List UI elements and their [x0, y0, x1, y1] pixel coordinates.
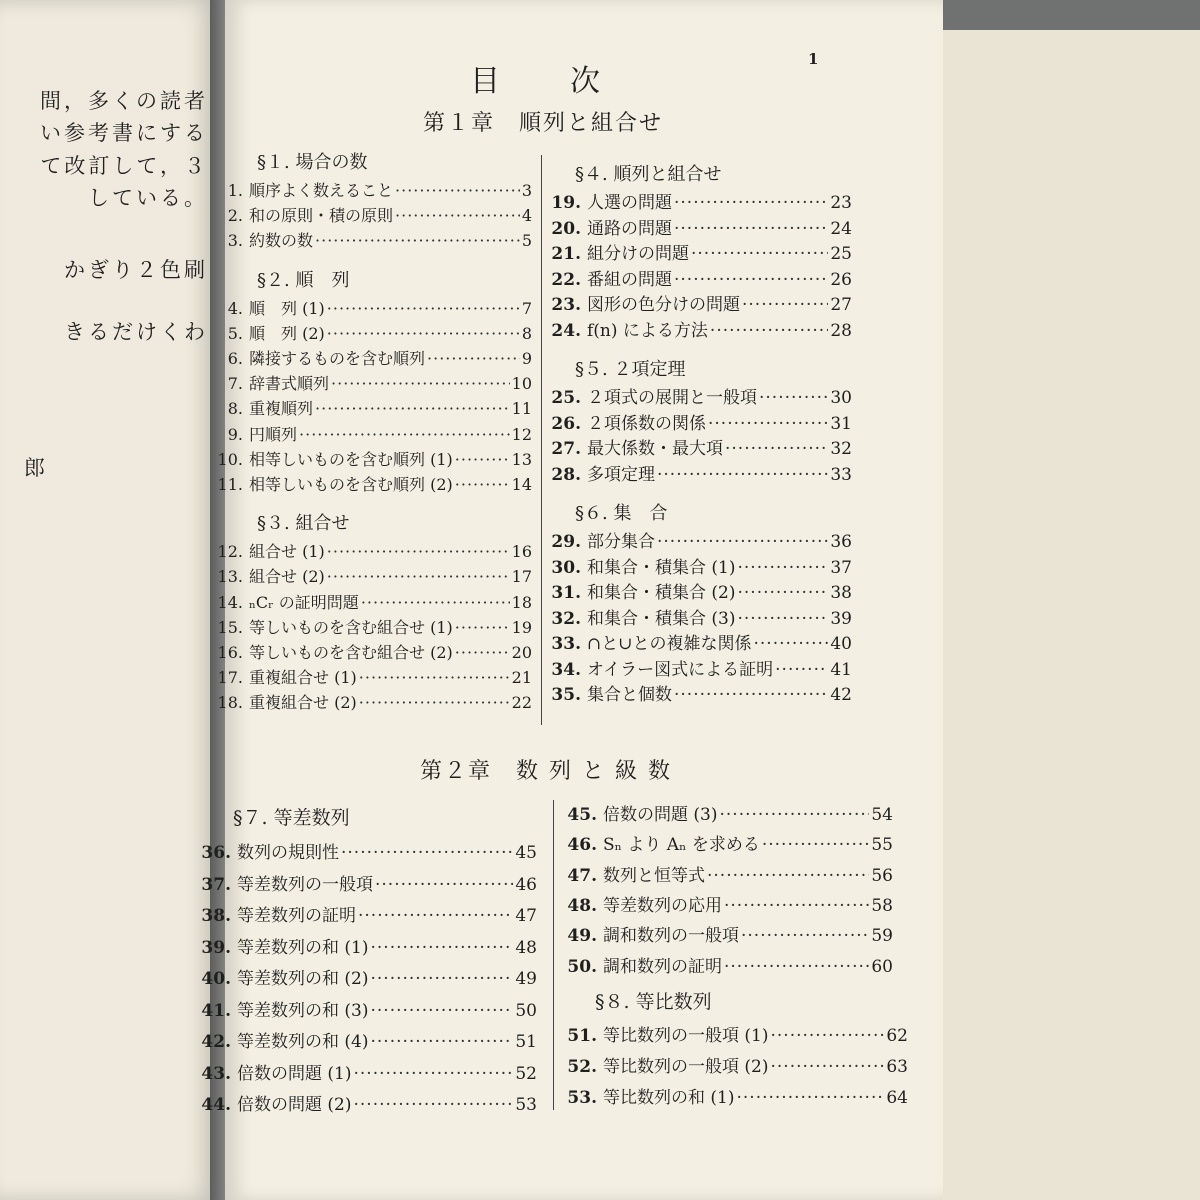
entry-number: 13. [217, 567, 243, 587]
leader-dots [741, 926, 869, 946]
leader-dots [327, 567, 510, 586]
leader-dots [657, 532, 828, 552]
leader-dots [674, 193, 828, 213]
entry-number: 36. [201, 843, 231, 863]
toc-entry[interactable] [563, 921, 893, 946]
toc-entry[interactable] [197, 870, 537, 895]
entry-number: 31. [551, 583, 581, 603]
entry-page: 53 [515, 1095, 537, 1115]
entry-page: 10 [511, 374, 532, 394]
column-divider [553, 800, 554, 1110]
entry-title: 和の原則・積の原則 [249, 206, 394, 226]
entry-number: 24. [551, 320, 581, 341]
toc-entry[interactable] [547, 409, 852, 434]
leader-dots [742, 295, 828, 315]
entry-page: 38 [830, 583, 852, 603]
entry-page: 48 [515, 937, 537, 958]
leader-dots [331, 374, 510, 393]
entry-title: 倍数の問題 (3) [603, 805, 718, 825]
toc-entry[interactable] [547, 239, 852, 264]
entry-title: 重複組合せ (1) [249, 668, 357, 688]
leader-dots [315, 399, 510, 418]
entry-title: f(n) による方法 [587, 320, 708, 341]
entry-page: 36 [830, 532, 852, 552]
entry-title: 図形の色分けの問題 [587, 295, 740, 315]
entry-page: 7 [521, 298, 532, 318]
toc-entry[interactable] [547, 604, 852, 629]
leader-dots [299, 425, 510, 444]
entry-number: 40. [201, 969, 231, 989]
leader-dots [358, 906, 513, 926]
toc-entry[interactable] [217, 665, 532, 688]
entry-page: 20 [511, 643, 532, 662]
leader-dots [719, 805, 869, 825]
leader-dots [737, 558, 828, 578]
entry-page: 12 [511, 424, 532, 444]
entry-title: 円順列 [249, 424, 298, 444]
entry-page: 11 [511, 399, 532, 419]
entry-number: 43. [201, 1063, 231, 1084]
leader-dots [674, 685, 828, 705]
back-page [940, 30, 1200, 1200]
toc-entry[interactable] [217, 640, 532, 663]
entry-title: オイラー図式による証明 [587, 659, 774, 680]
entry-number: 1. [227, 181, 243, 200]
leader-dots [327, 542, 510, 561]
entry-title: 倍数の問題 (1) [237, 1063, 352, 1084]
leader-dots [370, 938, 513, 958]
toc-entry[interactable] [563, 1021, 908, 1046]
leader-dots [455, 475, 510, 494]
leader-dots [770, 1026, 884, 1046]
entry-number: 33. [551, 634, 581, 654]
chapter-title: 第１章 順列と組合せ [423, 111, 664, 136]
toc-entry[interactable] [197, 996, 537, 1021]
entry-title: 隣接するものを含む順列 [249, 349, 426, 368]
leader-dots [710, 321, 828, 341]
entry-number: 44. [201, 1095, 231, 1115]
leader-dots [327, 324, 520, 343]
entry-number: 37. [201, 874, 231, 895]
entry-title: ∩と∪との複雑な関係 [587, 634, 752, 654]
entry-number: 17. [217, 668, 243, 688]
entry-page: 39 [830, 608, 852, 629]
entry-page: 45 [515, 843, 537, 863]
leader-dots [674, 270, 828, 290]
entry-title: 相等しいものを含む順列 (1) [249, 449, 453, 469]
leader-dots [315, 231, 520, 250]
leader-dots [775, 660, 828, 680]
leader-dots [691, 244, 828, 264]
entry-title: 組合せ (2) [249, 567, 325, 587]
entry-number: 10. [217, 449, 243, 469]
entry-number: 2. [227, 206, 243, 226]
entry-title: 通路の問題 [587, 218, 672, 239]
entry-page: 26 [830, 269, 852, 290]
leader-dots [395, 181, 520, 200]
entry-page: 28 [830, 320, 852, 341]
entry-title: 多項定理 [587, 464, 655, 485]
leader-dots [395, 206, 520, 225]
entry-page: 42 [830, 685, 852, 705]
entry-number: 14. [217, 592, 243, 612]
toc-entry[interactable] [563, 861, 893, 886]
toc-entry[interactable] [547, 214, 852, 239]
entry-page: 59 [871, 926, 893, 947]
entry-title: 和集合・積集合 (3) [587, 608, 736, 629]
entry-number: 28. [551, 464, 581, 485]
toc-entry[interactable] [547, 527, 852, 552]
entry-number: 21. [551, 244, 581, 264]
left-page-line: かぎり２色刷 [64, 258, 208, 282]
toc-entry[interactable] [547, 460, 852, 485]
entry-page: 40 [830, 634, 852, 654]
entry-page: 16 [511, 542, 532, 562]
leader-dots [370, 969, 513, 989]
entry-title: 和集合・積集合 (2) [587, 583, 736, 603]
entry-number: 26. [551, 413, 581, 434]
entry-page: 9 [521, 349, 532, 368]
toc-entry[interactable] [547, 434, 852, 459]
leader-dots [327, 299, 520, 318]
left-page-line: い参考書にする [40, 121, 208, 145]
toc-entry[interactable] [217, 371, 532, 394]
entry-title: 等しいものを含む組合せ (1) [249, 617, 453, 637]
entry-number: 6. [227, 349, 243, 368]
entry-page: 17 [511, 567, 532, 587]
entry-title: 順序よく数えること [249, 181, 394, 200]
entry-page: 55 [871, 835, 893, 856]
toc-entry[interactable] [197, 1090, 537, 1115]
entry-page: 4 [521, 206, 532, 226]
leader-dots [724, 896, 869, 916]
leader-dots [708, 414, 828, 434]
entry-title: 約数の数 [249, 231, 314, 251]
leader-dots [737, 583, 828, 603]
toc-entry[interactable] [217, 472, 532, 495]
toc-entry[interactable] [547, 629, 852, 654]
entry-page: 60 [871, 956, 893, 977]
entry-title: Sₙ より Aₙ を求める [603, 835, 760, 856]
entry-title: 等差数列の一般項 [237, 874, 373, 895]
entry-title: 調和数列の証明 [603, 956, 722, 977]
entry-title: 等差数列の応用 [603, 895, 722, 916]
toc-entry[interactable] [217, 422, 532, 445]
entry-title: 順 列 (1) [249, 298, 325, 318]
toc-entry[interactable] [547, 655, 852, 680]
entry-title: 倍数の問題 (2) [237, 1095, 352, 1115]
toc-entry[interactable] [217, 321, 532, 344]
entry-number: 29. [551, 532, 581, 552]
entry-title: 等差数列の和 (4) [237, 1032, 369, 1052]
entry-number: 34. [551, 659, 581, 680]
toc-page [201, 0, 943, 1200]
entry-title: 等しいものを含む組合せ (2) [249, 643, 453, 662]
entry-number: 23. [551, 295, 581, 315]
toc-entry[interactable] [197, 964, 537, 989]
entry-title: 重複組合せ (2) [249, 693, 357, 713]
entry-title: 等比数列の和 (1) [603, 1087, 735, 1108]
leader-dots [370, 1001, 513, 1021]
entry-page: 8 [521, 323, 532, 343]
toc-entry[interactable] [217, 178, 532, 201]
entry-page: 23 [830, 193, 852, 213]
entry-number: 4. [227, 298, 243, 318]
entry-number: 3. [227, 231, 243, 251]
toc-entry[interactable] [547, 383, 852, 408]
entry-number: 9. [227, 424, 243, 444]
entry-number: 30. [551, 557, 581, 578]
entry-number: 42. [201, 1032, 231, 1052]
entry-number: 53. [567, 1087, 597, 1108]
leader-dots [353, 1064, 513, 1084]
leader-dots [737, 609, 828, 629]
section-heading: §４. 順列と組合せ [575, 164, 722, 185]
entry-title: 数列と恒等式 [603, 865, 705, 886]
entry-page: 41 [830, 659, 852, 680]
toc-entry[interactable] [547, 553, 852, 578]
entry-page: 32 [830, 439, 852, 459]
section-heading: §１. 場合の数 [257, 152, 368, 173]
chapter-title: 第２章 数 列 と 級 数 [420, 759, 672, 784]
entry-title: 番組の問題 [587, 269, 672, 290]
entry-title: 組分けの問題 [587, 244, 689, 264]
entry-title: 辞書式順列 [249, 374, 330, 394]
entry-number: 32. [551, 608, 581, 629]
entry-number: 18. [217, 693, 243, 713]
left-page-line: している。 [88, 186, 208, 210]
leader-dots [725, 439, 828, 459]
entry-page: 24 [830, 218, 852, 239]
toc-entry[interactable] [547, 680, 852, 705]
entry-title: 数列の規則性 [237, 843, 339, 863]
leader-dots [762, 835, 870, 855]
entry-title: 集合と個数 [587, 685, 672, 705]
toc-entry[interactable] [217, 203, 532, 226]
leader-dots [375, 875, 513, 895]
entry-page: 5 [521, 231, 532, 251]
toc-entry[interactable] [217, 564, 532, 587]
leader-dots [361, 593, 510, 612]
leader-dots [455, 618, 510, 637]
entry-number: 49. [567, 926, 597, 947]
entry-number: 11. [217, 475, 243, 494]
toc-entry[interactable] [197, 1059, 537, 1084]
leader-dots [353, 1095, 513, 1115]
entry-number: 38. [201, 906, 231, 926]
entry-page: 49 [515, 969, 537, 989]
section-heading: §５. ２項定理 [575, 359, 686, 380]
left-page [0, 0, 218, 1200]
leader-dots [359, 693, 510, 712]
leader-dots [370, 1032, 513, 1052]
section-heading: §７. 等差数列 [233, 807, 350, 829]
entry-number: 41. [201, 1000, 231, 1021]
entry-number: 35. [551, 685, 581, 705]
section-heading: §３. 組合せ [257, 513, 350, 535]
entry-page: 33 [830, 464, 852, 485]
toc-entry[interactable] [547, 316, 852, 341]
section-heading: §２. 順 列 [257, 269, 350, 291]
toc-entry[interactable] [563, 1052, 908, 1077]
entry-title: 最大係数・最大項 [587, 439, 723, 459]
toc-entry[interactable] [217, 346, 532, 369]
entry-title: 等比数列の一般項 (1) [603, 1025, 769, 1046]
entry-title: 等比数列の一般項 (2) [603, 1056, 769, 1077]
entry-title: 人選の問題 [587, 193, 672, 213]
entry-page: 13 [511, 449, 532, 469]
entry-number: 27. [551, 439, 581, 459]
toc-entry[interactable] [563, 1083, 908, 1108]
entry-page: 27 [830, 295, 852, 315]
leader-dots [427, 349, 520, 368]
toc-entry[interactable] [563, 800, 893, 825]
toc-entry[interactable] [197, 933, 537, 958]
leader-dots [707, 866, 869, 886]
entry-title: 等差数列の和 (1) [237, 937, 369, 958]
left-page-line: 郎 [24, 456, 48, 480]
entry-page: 46 [515, 874, 537, 895]
leader-dots [770, 1057, 884, 1077]
entry-page: 52 [515, 1063, 537, 1084]
entry-page: 21 [511, 668, 532, 688]
leader-dots [455, 450, 510, 469]
section-heading: §８. 等比数列 [595, 990, 712, 1013]
entry-number: 16. [217, 643, 243, 662]
leader-dots [724, 957, 869, 977]
toc-title-char: 次 [570, 64, 600, 99]
toc-entry[interactable] [547, 578, 852, 603]
entry-page: 3 [521, 181, 532, 200]
toc-entry[interactable] [217, 615, 532, 638]
entry-number: 46. [567, 835, 597, 856]
entry-page: 31 [830, 413, 852, 434]
entry-title: 重複順列 [249, 399, 314, 419]
entry-page: 37 [830, 557, 852, 578]
entry-page: 64 [886, 1087, 908, 1108]
entry-page: 63 [886, 1056, 908, 1077]
toc-entry[interactable] [197, 838, 537, 863]
toc-title-char: 目 [470, 64, 500, 99]
entry-title: ₙCᵣ の証明問題 [249, 592, 359, 612]
toc-entry[interactable] [217, 690, 532, 713]
toc-entry[interactable] [197, 901, 537, 926]
left-page-line: 間，多くの読者 [40, 89, 208, 113]
entry-page: 62 [886, 1025, 908, 1046]
column-divider [541, 155, 542, 725]
toc-entry[interactable] [547, 290, 852, 315]
toc-entry[interactable] [217, 228, 532, 251]
entry-number: 45. [567, 805, 597, 825]
entry-title: 部分集合 [587, 532, 655, 552]
entry-title: 順 列 (2) [249, 323, 325, 343]
entry-number: 22. [551, 269, 581, 290]
entry-number: 15. [217, 617, 243, 637]
toc-entry[interactable] [563, 891, 893, 916]
left-page-line: きるだけくわ [64, 320, 208, 344]
toc-entry[interactable] [217, 539, 532, 562]
entry-page: 25 [830, 244, 852, 264]
toc-entry[interactable] [547, 265, 852, 290]
toc-entry[interactable] [563, 952, 893, 977]
toc-entry[interactable] [217, 590, 532, 613]
toc-entry[interactable] [217, 296, 532, 319]
entry-page: 47 [515, 906, 537, 926]
toc-entry[interactable] [217, 447, 532, 470]
leader-dots [754, 634, 829, 654]
leader-dots [674, 219, 828, 239]
entry-number: 19. [551, 193, 581, 213]
entry-number: 50. [567, 956, 597, 977]
entry-number: 52. [567, 1056, 597, 1077]
entry-number: 47. [567, 865, 597, 886]
entry-title: 等差数列の和 (3) [237, 1000, 369, 1021]
page-number: 1 [808, 50, 819, 68]
entry-number: 7. [227, 374, 243, 394]
entry-number: 25. [551, 388, 581, 408]
entry-number: 51. [567, 1025, 597, 1046]
toc-entry[interactable] [547, 188, 852, 213]
entry-number: 48. [567, 895, 597, 916]
entry-number: 12. [217, 542, 243, 562]
section-heading: §６. 集 合 [575, 503, 668, 524]
entry-page: 56 [871, 865, 893, 886]
toc-entry[interactable] [563, 830, 893, 855]
entry-page: 54 [871, 805, 893, 825]
leader-dots [759, 388, 828, 408]
leader-dots [359, 668, 510, 687]
leader-dots [736, 1088, 884, 1108]
entry-title: ２項係数の関係 [587, 413, 706, 434]
entry-title: 相等しいものを含む順列 (2) [249, 475, 453, 494]
entry-title: 等差数列の和 (2) [237, 969, 369, 989]
entry-number: 20. [551, 218, 581, 239]
entry-page: 50 [515, 1000, 537, 1021]
entry-number: 5. [227, 323, 243, 343]
entry-number: 8. [227, 399, 243, 419]
entry-page: 19 [511, 617, 532, 637]
entry-page: 30 [830, 388, 852, 408]
leader-dots [657, 465, 828, 485]
entry-title: ２項式の展開と一般項 [587, 388, 757, 408]
entry-page: 14 [511, 475, 532, 494]
entry-page: 51 [515, 1032, 537, 1052]
leader-dots [455, 643, 510, 662]
entry-page: 18 [511, 592, 532, 612]
entry-page: 22 [511, 693, 532, 713]
entry-title: 和集合・積集合 (1) [587, 557, 736, 578]
entry-title: 組合せ (1) [249, 542, 325, 562]
toc-entry[interactable] [197, 1027, 537, 1052]
entry-title: 等差数列の証明 [237, 906, 356, 926]
entry-page: 58 [871, 895, 893, 916]
entry-title: 調和数列の一般項 [603, 926, 739, 947]
entry-number: 39. [201, 937, 231, 958]
leader-dots [341, 843, 513, 863]
left-page-line: て改訂して，３ [40, 154, 208, 178]
toc-entry[interactable] [217, 396, 532, 419]
